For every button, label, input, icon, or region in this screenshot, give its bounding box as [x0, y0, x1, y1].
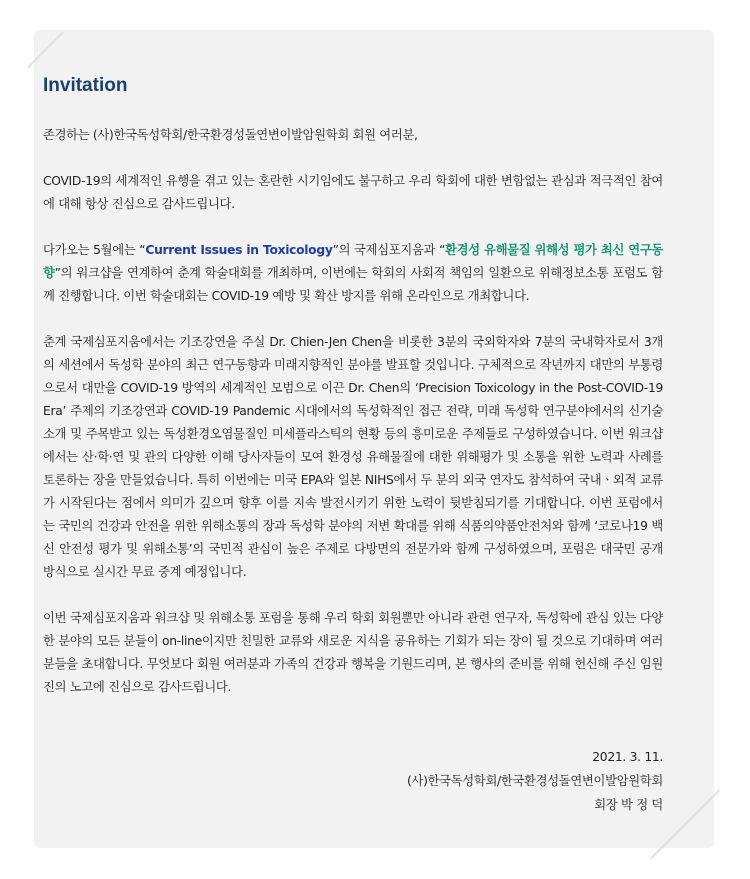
paragraph-4: 이번 국제심포지움과 워크샵 및 위해소통 포럼을 통해 우리 학회 회원뿐만 아니라 관련 연구자, 독성학에 관심 있는 다양한 분야의 모든 분들이 on-line이지만 친밀한 교류와 새로운 지식을 공유하는 기회가 되는 장이 될 것으로 기대하며 여러분들을 초대합니다. 무엇보다 회원 여러분과 가족의 건강과 행복을 기원드리며, 본 행사의 준비를 위해 헌신해 주신 임원진의 노고에 진심으로 감사드립니다. — [43, 611, 663, 694]
signature-block — [43, 745, 663, 817]
workshop-title: 환경성 유해물질 위해성 평가 최신 연구동향 — [43, 243, 663, 280]
letter-content — [43, 74, 663, 817]
paragraph-2-prefix: 다가오는 5월에는 “ — [43, 243, 146, 257]
signature-name: 회장 박 정 덕 — [594, 798, 663, 812]
paragraph-3: 춘계 국제심포지움에서는 기조강연을 주실 Dr. Chien-Jen Chen을 비롯한 3분의 국외학자와 7분의 국내학자로서 3개의 세션에서 독성학 분야의 최근 연구동향과 미래지향적인 분야를 발표할 것입니다. 구체적으로 작년까지 대만의 부통령으로서 대만을 COVID-19 방역의 세계적인 모범으로 이끈 Dr. Chen의 ‘Precision Toxicology in the Post-COVID-19 Era’ 주제의 기조강연과 COVID-19 Pandemic 시대에서의 독성학적인 접근 전략, 미래 독성학 연구분야에서의 신기술 소개 및 주목받고 있는 독성환경오염물질인 미세플라스틱의 현황 등의 흥미로운 주제들로 구성하였습니다. 이번 워크샵에서는 산·학·연 및 관의 다양한 이해 당사자들이 모여 환경성 유해물질에 대한 위해평가 및 소통을 위한 노력과 사례를 토론하는 장을 만들었습니다. 특히 이번에는 미국 EPA와 일본 NIHS에서 두 분의 외국 연자도 참석하여 국내ㆍ외적 교류가 시작된다는 점에서 의미가 깊으며 향후 이를 지속 발전시키기 위한 노력이 뒷받침되기를 기대합니다. 이번 포럼에서는 국민의 건강과 안전을 위한 위해소통의 장과 독성학 분야의 저변 확대를 위해 식품의약품안전처와 함께 ‘코로나19 백신 안전성 평가 및 위해소통’의 국민적 관심이 높은 주제로 다방면의 전문가와 함께 구성하였으며, 포럼은 대국민 공개 방식으로 실시간 무료 중계 예정입니다. — [43, 335, 663, 579]
signature-date: 2021. 3. 11. — [592, 750, 663, 764]
paragraph-2-suffix: ”의 워크샵을 연계하여 춘계 학술대회를 개최하며, 이번에는 학회의 사회적 책임의 일환으로 위해정보소통 포럼도 함께 진행합니다. 이번 학술대회는 COVID-19 예방 및 확산 방지를 위해 온라인으로 개최합니다. — [43, 266, 663, 303]
paragraph-1: COVID-19의 세계적인 유행을 겪고 있는 혼란한 시기임에도 불구하고 우리 학회에 대한 변함없는 관심과 적극적인 참여에 대해 항상 진심으로 감사드립니다. — [43, 174, 663, 211]
page-title: Invitation — [43, 75, 128, 96]
symposium-title: Current Issues in Toxicology — [145, 243, 333, 257]
paragraph-2 — [43, 239, 663, 308]
paragraph-2-mid: ”의 국제심포지움과 “ — [332, 243, 446, 257]
signature-org: (사)한국독성학회/한국환경성돌연변이발암원학회 — [407, 774, 663, 788]
greeting: 존경하는 (사)한국독성학회/한국환경성돌연변이발암원학회 회원 여러분, — [43, 128, 418, 142]
